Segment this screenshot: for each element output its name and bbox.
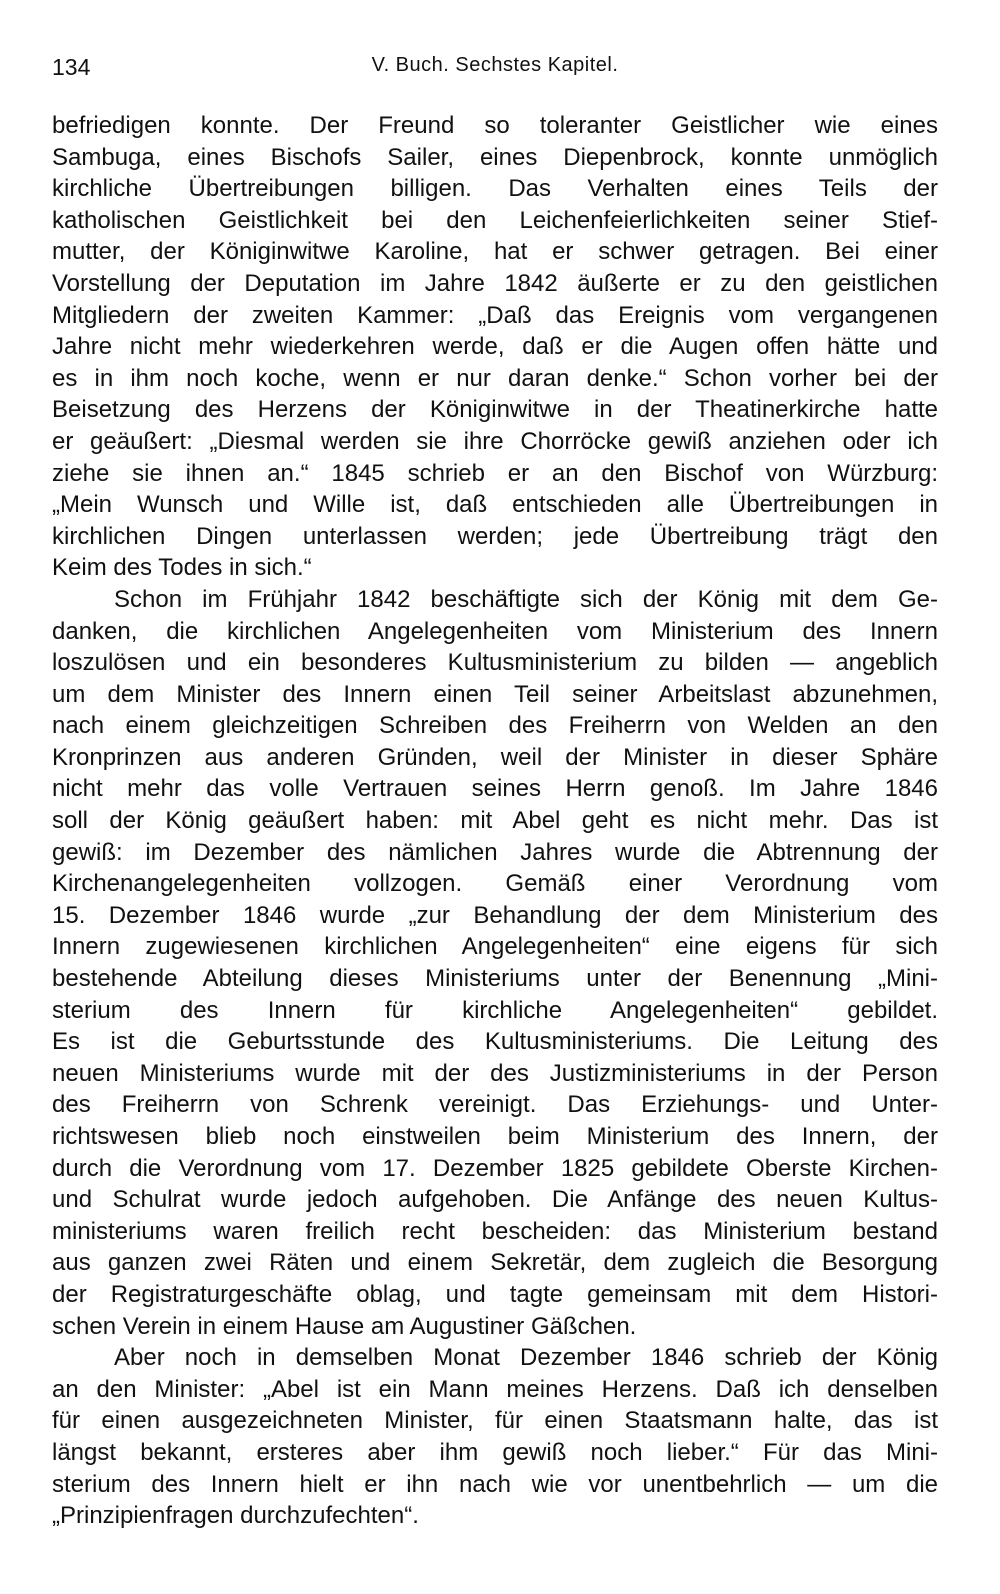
text-line: Innern zugewiesenen kirchlichen Angelegenheiten“ eine eigens für sich [52,933,938,961]
text-line: bestehende Abteilung dieses Ministeriums unter der Benennung „Mini- [52,965,938,993]
text-line: Vorstellung der Deputation im Jahre 1842 äußerte er zu den geistlichen [52,269,938,297]
body-text [52,110,938,1532]
text-line: sterium des Innern hielt er ihn nach wie vor unentbehrlich — um die [52,1470,938,1498]
text-line: sterium des Innern für kirchliche Angelegenheiten“ gebildet. [52,996,938,1024]
text-line: Es ist die Geburtsstunde des Kultusministeriums. Die Leitung des [52,1028,938,1056]
text-line: gewiß: im Dezember des nämlichen Jahres wurde die Abtrennung der [52,838,938,866]
text-line: und Schulrat wurde jedoch aufgehoben. Die Anfänge des neuen Kultus- [52,1186,938,1214]
text-line: es in ihm noch koche, wenn er nur daran denke.“ Schon vorher bei der [52,364,938,392]
text-line: befriedigen konnte. Der Freund so toleranter Geistlicher wie eines [52,112,938,139]
text-line: längst bekannt, ersteres aber ihm gewiß noch lieber.“ Für das Mini- [52,1438,938,1466]
text-line: Jahre nicht mehr wiederkehren werde, daß er die Augen offen hätte und [52,333,938,361]
text-line: danken, die kirchlichen Angelegenheiten vom Ministerium des Innern [52,617,938,645]
text-line: Kirchenangelegenheiten vollzogen. Gemäß einer Verordnung vom [52,870,938,898]
text-line: nicht mehr das volle Vertrauen seines Herrn genoß. Im Jahre 1846 [52,775,938,803]
text-line: Aber noch in demselben Monat Dezember 1846 schrieb der König [114,1344,938,1372]
text-line: loszulösen und ein besonderes Kultusministerium zu bilden — angeblich [52,649,938,677]
text-line: Sambuga, eines Bischofs Sailer, eines Diepenbrock, konnte unmöglich [52,143,938,171]
text-line: schen Verein in einem Hause am Augustiner Gäßchen. [52,1312,637,1340]
text-line: Beisetzung des Herzens der Königinwitwe in der Theatinerkirche hatte [52,396,938,424]
running-head: V. Buch. Sechstes Kapitel. [371,54,619,76]
text-line: des Freiherrn von Schrenk vereinigt. Das Erziehungs- und Unter- [52,1091,938,1119]
text-line: mutter, der Königinwitwe Karoline, hat er schwer getragen. Bei einer [52,238,938,266]
text-line: Schon im Frühjahr 1842 beschäftigte sich der König mit dem Ge- [114,585,938,613]
text-line: ziehe sie ihnen an.“ 1845 schrieb er an den Bischof von Würzburg: [52,459,938,487]
paragraph [52,584,938,1342]
text-line: für einen ausgezeichneten Minister, für einen Staatsmann halte, das ist [52,1407,938,1435]
text-line: der Registraturgeschäfte oblag, und tagte gemeinsam mit dem Histori- [52,1280,938,1308]
text-line: aus ganzen zwei Räten und einem Sekretär, dem zugleich die Besorgung [52,1249,938,1277]
text-line: 15. Dezember 1846 wurde „zur Behandlung der dem Ministerium des [52,901,938,929]
page-header [52,54,938,94]
text-line: Kronprinzen aus anderen Gründen, weil der Minister in dieser Sphäre [52,743,938,771]
paragraph [52,1342,938,1532]
text-line: kirchliche Übertreibungen billigen. Das Verhalten eines Teils der [52,175,938,203]
text-line: Keim des Todes in sich.“ [52,554,312,582]
text-line: katholischen Geistlichkeit bei den Leichenfeierlichkeiten seiner Stief- [52,206,938,234]
text-line: „Prinzipienfragen durchzufechten“. [52,1502,419,1530]
text-line: ministeriums waren freilich recht bescheiden: das Ministerium bestand [52,1217,938,1245]
text-line: nach einem gleichzeitigen Schreiben des Freiherrn von Welden an den [52,712,938,740]
text-line: „Mein Wunsch und Wille ist, daß entschieden alle Übertreibungen in [52,491,938,519]
text-line: an den Minister: „Abel ist ein Mann meines Herzens. Daß ich denselben [52,1375,938,1403]
page-number: 134 [52,54,91,80]
paragraph [52,110,938,584]
text-line: kirchlichen Dingen unterlassen werden; jede Übertreibung trägt den [52,522,938,550]
text-line: Mitgliedern der zweiten Kammer: „Daß das Ereignis vom vergangenen [52,301,938,329]
text-line: durch die Verordnung vom 17. Dezember 1825 gebildete Oberste Kirchen- [52,1154,938,1182]
text-line: soll der König geäußert haben: mit Abel geht es nicht mehr. Das ist [52,807,938,835]
text-line: er geäußert: „Diesmal werden sie ihre Chorröcke gewiß anziehen oder ich [52,427,938,455]
text-line: richtswesen blieb noch einstweilen beim Ministerium des Innern, der [52,1123,938,1150]
text-line: um dem Minister des Innern einen Teil seiner Arbeitslast abzunehmen, [52,680,938,708]
text-line: neuen Ministeriums wurde mit der des Justizministeriums in der Person [52,1059,938,1087]
